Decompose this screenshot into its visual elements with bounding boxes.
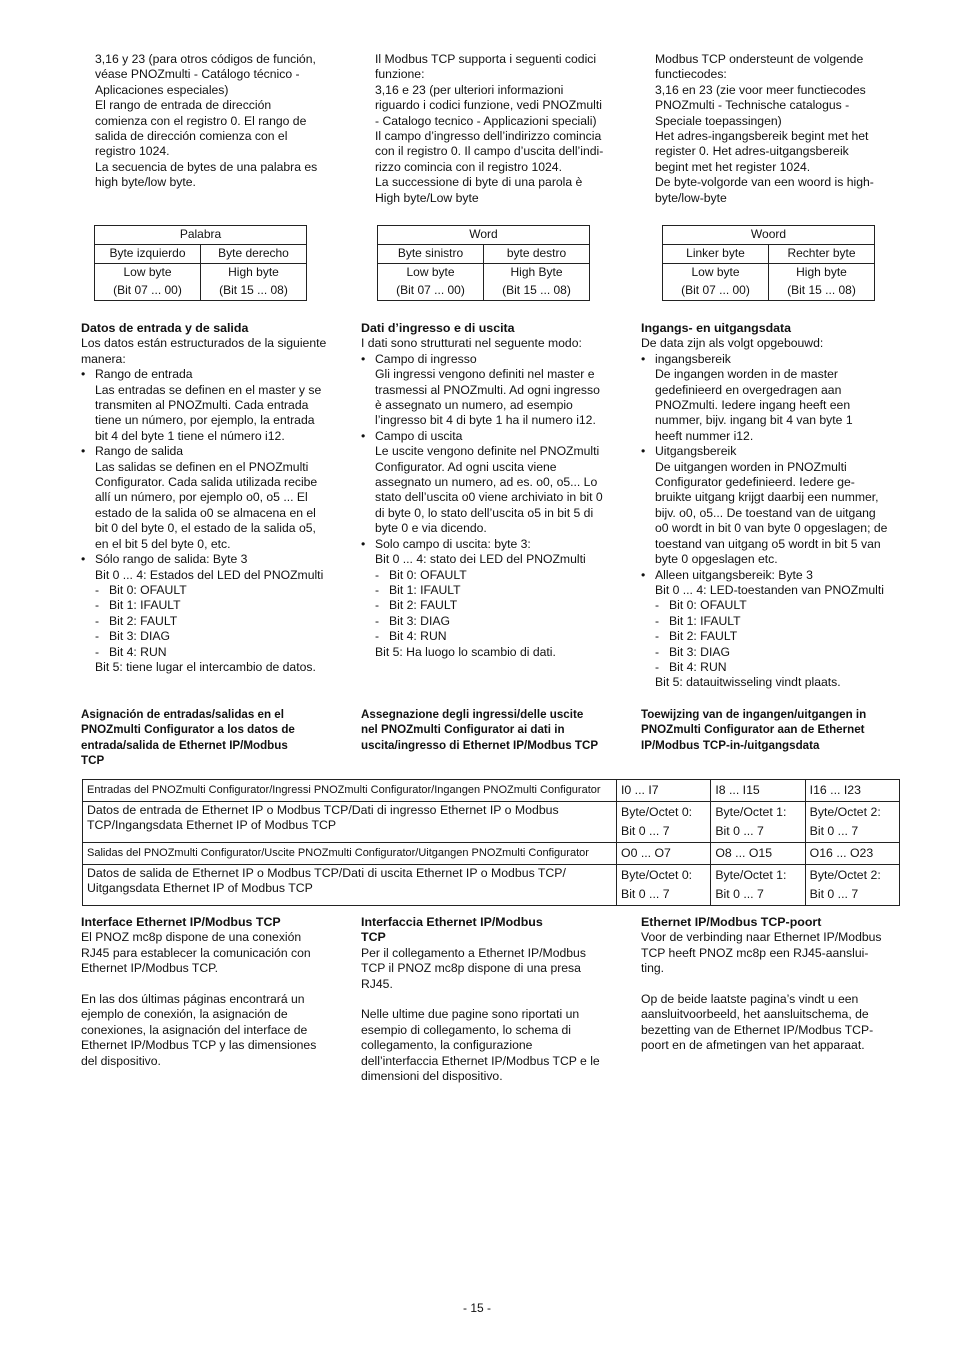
es-data-section: Datos de entrada y de salida Los datos están estructurados de la siguiente manera: • Rango de entrada Las entradas se definen en el master y se transmiten al PNOZmulti. Cada entrada tiene un número, por ejemplo, la entrada bit 4 del byte 1 tiene el número i12. • Rango de salida Las salidas se definen en el PNOZmulti Configurator. Cada salida utilizada recibe allí un número, por ejemplo o0, o5 ... El estado de la salida o0 se almacena en el bit 0 del byte 0, el estado de la salida o5, en el bit 5 del byte 0, etc. • Sólo rango de salida: Byte 3 Bit 0 ... 4: Estados del LED del PNOZmulti - Bit 0: OFAULT - Bit 1: IFAULT - Bit 2: FAULT - Bit 3: DIAG - Bit 4: RUN Bit 5: tiene lugar el intercambio de datos. <box>81 321 327 674</box>
table-row: Entradas del PNOZmulti Configurator/Ingressi PNOZmulti Configurator/Ingangen PNOZmulti Configurator I0 ... I7 I8 ... I15 I16 ... I23 <box>83 780 900 802</box>
es-interface-section: Interface Ethernet IP/Modbus TCP El PNOZ mc8p dispone de una conexión RJ45 para establecer la comunicación con Ethernet IP/Modbus TCP. En las dos últimas páginas encontrará un ejemplo de conexión, la asignación de conexiones, la asignación del interface de Ethernet IP/Modbus TCP y las dimensiones del dispositivo. <box>81 915 317 1068</box>
es-intro: 3,16 y 23 (para otros códigos de función, véase PNOZmulti - Catálogo técnico - Aplicaciones especiales) El rango de entrada de dirección comienza con el registro 0. El rango de salida de dirección comienza con el registro 1024. La secuencia de bytes de una palabra es high byte/low byte. <box>95 52 318 190</box>
nl-data-section: Ingangs- en uitgangsdata De data zijn als volgt opgebouwd: • ingangsbereik De ingangen worden in de master gedefinieerd en overgedragen aan PNOZmulti. Iedere ingang heeft een nummer, bijv. ingang bit 4 van byte 1 heeft nummer i12. • Uitgangsbereik De uitgangen worden in PNOZmulti Configurator gedefinieerd. Iedere ge- bruikte uitgang krijgt daarbij een nummer, bijv. o0, o5... De toestand van de uitgang o0 wordt in bit 0 van byte 0 opgeslagen; de toestand van uitgang o5 wordt in bit 5 van byte 0 opgeslagen etc. • Alleen uitgangsbereik: Byte 3 Bit 0 ... 4: LED-toestanden van PNOZmulti - Bit 0: OFAULT - Bit 1: IFAULT - Bit 2: FAULT - Bit 3: DIAG - Bit 4: RUN Bit 5: datauitwisseling vindt plaats. <box>641 321 888 690</box>
nl-word-table: Woord Linker byte Rechter byte Low byte High byte (Bit 07 ... 00) (Bit 15 ... 08) <box>662 225 875 301</box>
nl-interface-section: Ethernet IP/Modbus TCP-poort Voor de verbinding naar Ethernet IP/Modbus TCP heeft PNOZ mc8p een RJ45-aanslui- ting. Op de beide laatste pagina’s vindt u een aansluitvoorbeeld, het aansluitschema, de bezetting van de Ethernet IP/Modbus TCP- poort en de afmetingen van het apparaat. <box>641 915 882 1053</box>
table-row: Datos de entrada de Ethernet IP o Modbus TCP/Dati di ingresso Ethernet IP o Modbus TCP/Ingangsdata Ethernet IP of Modbus TCP Byte/Octet 0: Bit 0 ... 7 Byte/Octet 1: Bit 0 ... 7 Byte/Octet 2: Bit 0 ... 7 <box>83 802 900 843</box>
io-mapping-table <box>82 779 900 906</box>
es-assign-heading: Asignación de entradas/salidas en el PNOZmulti Configurator a los datos de entrada/salida de Ethernet IP/Modbus TCP <box>81 708 295 768</box>
it-data-heading: Dati d’ingresso e di uscita <box>361 321 515 335</box>
nl-assign-heading: Toewijzing van de ingangen/uitgangen in PNOZmulti Configurator aan de Ethernet IP/Modbus TCP-in-/uitgangsdata <box>641 708 867 752</box>
it-assign-heading: Assegnazione degli ingressi/delle uscite nel PNOZmulti Configurator ai dati in uscita/ingresso di Ethernet IP/Modbus TCP <box>361 708 599 752</box>
nl-data-heading: Ingangs- en uitgangsdata <box>641 321 792 335</box>
it-word-table: Word Byte sinistro byte destro Low byte High Byte (Bit 07 ... 00) (Bit 15 ... 08) <box>377 225 590 301</box>
page-number: - 15 - <box>462 1301 491 1315</box>
es-data-heading: Datos de entrada y de salida <box>81 321 249 335</box>
nl-intro: Modbus TCP ondersteunt de volgende functiecodes: 3,16 en 23 (zie voor meer functiecodes PNOZmulti - Technische catalogus - Speciale toepassingen) Het adres-ingangsbereik begint met het register 0. Het adres-uitgangsbereik begint met het register 1024. De byte-volgorde van een woord is high- byte/low-byte <box>655 52 874 205</box>
es-iface-heading: Interface Ethernet IP/Modbus TCP <box>81 915 281 929</box>
it-intro: Il Modbus TCP supporta i seguenti codici funzione: 3,16 e 23 (per ulteriori informazioni riguardo i codici funzione, vedi PNOZmulti - Catalogo tecnico - Applicazioni speciali) Il campo d’ingresso dell’indirizzo comincia con il registro 0. Il campo d’uscita dell’indi- rizzo comincia con il registro 1024. La successione di byte di una parola è High byte/Low byte <box>375 52 604 205</box>
table-row: Salidas del PNOZmulti Configurator/Uscite PNOZmulti Configurator/Uitgangen PNOZmulti Configurator O0 ... O7 O8 ... O15 O16 ... O23 <box>83 843 900 865</box>
table-row: Datos de salida de Ethernet IP o Modbus TCP/Dati di uscita Ethernet IP o Modbus TCP/ Uitgangsdata Ethernet IP of Modbus TCP Byte/Octet 0: Bit 0 ... 7 Byte/Octet 1: Bit 0 ... 7 Byte/Octet 2: Bit 0 ... 7 <box>83 865 900 906</box>
it-interface-section: Interfaccia Ethernet IP/Modbus TCP Per il collegamento a Ethernet IP/Modbus TCP il PNOZ mc8p dispone di una presa RJ45. Nelle ultime due pagine sono riportati un esempio di collegamento, lo schema di collegamento, la configurazione dell’interfaccia Ethernet IP/Modbus TCP e le dimensioni del dispositivo. <box>361 915 600 1084</box>
it-data-section: Dati d’ingresso e di uscita I dati sono strutturati nel seguente modo: • Campo di ingresso Gli ingressi vengono definiti nel master e trasmessi al PNOZmulti. Ad ogni ingresso è assegnato un numero, ad esempio l’ingresso bit 4 di byte 1 ha il numero i12. • Campo di uscita Le uscite vengono definite nel PNOZmulti Configurator. Ad ogni uscita viene assegnato un numero, ad es. o0, o5... Lo stato dell’uscita o0 viene archiviato in bit 0 di byte 0, lo stato dell’uscita o5 in bit 5 di byte 0 e via dicendo. • Solo campo di uscita: byte 3: Bit 0 ... 4: stato dei LED del PNOZmulti - Bit 0: OFAULT - Bit 1: IFAULT - Bit 2: FAULT - Bit 3: DIAG - Bit 4: RUN Bit 5: Ha luogo lo scambio di dati. <box>361 321 603 659</box>
nl-iface-heading: Ethernet IP/Modbus TCP-poort <box>641 915 822 929</box>
it-iface-heading: Interfaccia Ethernet IP/Modbus <box>361 915 543 929</box>
es-word-table: Palabra Byte izquierdo Byte derecho Low byte High byte (Bit 07 ... 00) (Bit 15 ... 08) <box>94 225 307 301</box>
